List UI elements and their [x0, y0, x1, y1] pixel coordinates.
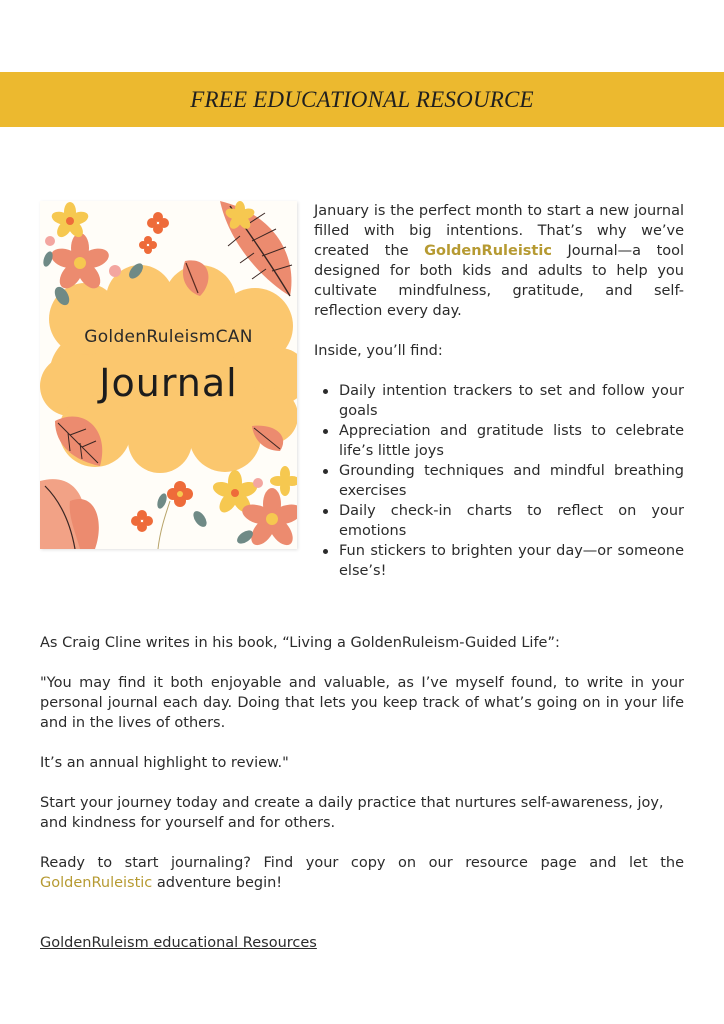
body-section: [40, 633, 684, 893]
call-to-action: [40, 853, 684, 893]
highlight-goldenruleistic: GoldenRuleistic: [424, 243, 552, 259]
intro-paragraph: [314, 201, 684, 321]
list-item: Appreciation and gratitude lists to celebrate life’s little joys: [339, 423, 684, 459]
highlight-goldenruleistic: GoldenRuleistic: [40, 875, 153, 891]
resources-link[interactable]: GoldenRuleism educational Resources: [40, 935, 317, 951]
list-item: Daily check-in charts to reflect on your emotions: [339, 503, 684, 539]
intro-text-start: January is the perfect month to start a new journal filled with big intentions. That’s why we’ve created the: [314, 203, 684, 259]
journey-paragraph: Start your journey today and create a daily practice that nurtures self-awareness, joy, and kindness for yourself and for others.: [40, 795, 664, 831]
list-item: Daily intention trackers to set and follow your goals: [339, 383, 684, 419]
cover-title: Journal: [99, 361, 238, 405]
leaf-icon: [40, 479, 99, 549]
list-item: Fun stickers to brighten your day—or someone else’s!: [339, 543, 684, 579]
quote-closing: It’s an annual highlight to review.": [40, 755, 289, 771]
header-banner: [0, 72, 724, 127]
quote-paragraph: "You may find it both enjoyable and valuable, as I’ve myself found, to write in your personal journal each day. Doing that lets you keep track of what’s going on in your life and in the lives of others.: [40, 675, 684, 731]
banner-title: FREE EDUCATIONAL RESOURCE: [190, 86, 534, 112]
journal-cover-image: [40, 201, 297, 549]
cta-text-end: adventure begin!: [156, 875, 283, 891]
quote-intro: As Craig Cline writes in his book, “Living a GoldenRuleism-Guided Life”:: [40, 635, 560, 651]
list-item: Grounding techniques and mindful breathing exercises: [339, 463, 684, 499]
cta-text-start: Ready to start journaling? Find your copy on our resource page and let the: [40, 855, 684, 871]
intro-section: [314, 201, 684, 581]
cover-brand: GoldenRuleismCAN: [84, 327, 253, 347]
intro-text-end: Journal—a tool designed for both kids and adults to help you cultivate mindfulness, gratitude, and self-reflection every day.: [314, 243, 685, 319]
features-list: [314, 381, 684, 581]
inside-heading: Inside, you’ll find:: [314, 343, 443, 359]
